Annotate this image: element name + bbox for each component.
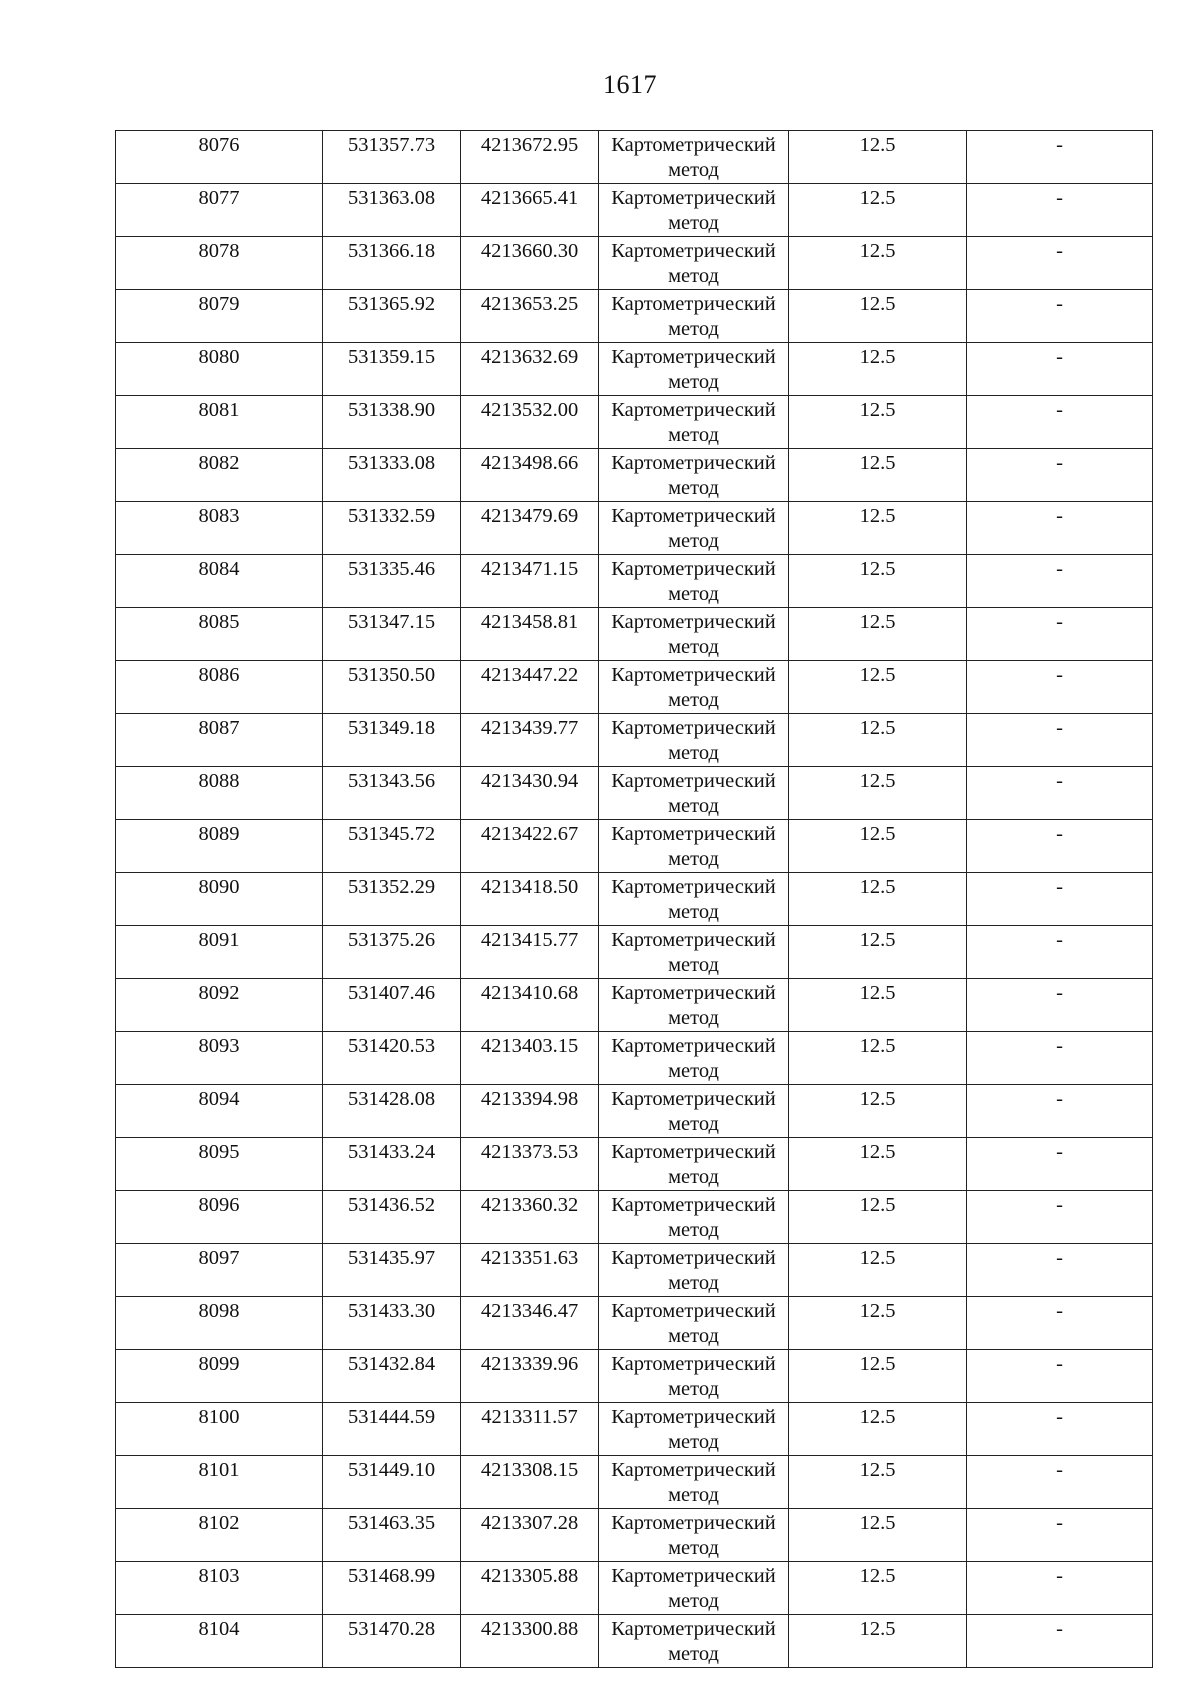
accuracy-cell: 12.5 (789, 131, 967, 184)
point-number-cell: 8077 (116, 184, 323, 237)
note-cell: - (967, 1244, 1153, 1297)
method-line-2: метод (668, 1219, 719, 1241)
y-coordinate-cell: 4213653.25 (461, 290, 599, 343)
point-number-cell: 8100 (116, 1403, 323, 1456)
table-row (116, 1403, 1153, 1456)
y-coordinate-cell: 4213660.30 (461, 237, 599, 290)
note-cell: - (967, 714, 1153, 767)
x-coordinate-cell: 531335.46 (323, 555, 461, 608)
x-coordinate-cell: 531363.08 (323, 184, 461, 237)
x-coordinate-cell: 531468.99 (323, 1562, 461, 1615)
y-coordinate-cell: 4213410.68 (461, 979, 599, 1032)
point-number-cell: 8082 (116, 449, 323, 502)
table-row (116, 449, 1153, 502)
accuracy-cell: 12.5 (789, 184, 967, 237)
method-line-1: Картометрический (611, 1459, 776, 1481)
method-cell (599, 1562, 789, 1615)
x-coordinate-cell: 531352.29 (323, 873, 461, 926)
point-number-cell: 8084 (116, 555, 323, 608)
note-cell: - (967, 237, 1153, 290)
x-coordinate-cell: 531350.50 (323, 661, 461, 714)
point-number-cell: 8098 (116, 1297, 323, 1350)
note-cell: - (967, 1085, 1153, 1138)
method-line-1: Картометрический (611, 876, 776, 898)
note-cell: - (967, 820, 1153, 873)
table-row (116, 184, 1153, 237)
method-line-1: Картометрический (611, 1194, 776, 1216)
x-coordinate-cell: 531343.56 (323, 767, 461, 820)
method-line-1: Картометрический (611, 1512, 776, 1534)
y-coordinate-cell: 4213632.69 (461, 343, 599, 396)
method-line-1: Картометрический (611, 1565, 776, 1587)
method-line-1: Картометрический (611, 1353, 776, 1375)
accuracy-cell: 12.5 (789, 1456, 967, 1509)
point-number-cell: 8085 (116, 608, 323, 661)
method-cell (599, 396, 789, 449)
method-cell (599, 1297, 789, 1350)
x-coordinate-cell: 531433.24 (323, 1138, 461, 1191)
table-row (116, 343, 1153, 396)
y-coordinate-cell: 4213430.94 (461, 767, 599, 820)
table-row (116, 237, 1153, 290)
method-line-1: Картометрический (611, 187, 776, 209)
method-line-2: метод (668, 795, 719, 817)
method-line-1: Картометрический (611, 1300, 776, 1322)
point-number-cell: 8076 (116, 131, 323, 184)
note-cell: - (967, 1191, 1153, 1244)
method-line-1: Картометрический (611, 1247, 776, 1269)
method-line-2: метод (668, 901, 719, 923)
method-cell (599, 555, 789, 608)
accuracy-cell: 12.5 (789, 343, 967, 396)
method-cell (599, 1350, 789, 1403)
y-coordinate-cell: 4213447.22 (461, 661, 599, 714)
table-row (116, 979, 1153, 1032)
x-coordinate-cell: 531357.73 (323, 131, 461, 184)
accuracy-cell: 12.5 (789, 1085, 967, 1138)
x-coordinate-cell: 531428.08 (323, 1085, 461, 1138)
note-cell: - (967, 396, 1153, 449)
table-row (116, 661, 1153, 714)
method-line-2: метод (668, 318, 719, 340)
note-cell: - (967, 1456, 1153, 1509)
y-coordinate-cell: 4213439.77 (461, 714, 599, 767)
accuracy-cell: 12.5 (789, 820, 967, 873)
x-coordinate-cell: 531433.30 (323, 1297, 461, 1350)
y-coordinate-cell: 4213498.66 (461, 449, 599, 502)
note-cell: - (967, 1509, 1153, 1562)
method-cell (599, 767, 789, 820)
method-line-2: метод (668, 1007, 719, 1029)
y-coordinate-cell: 4213305.88 (461, 1562, 599, 1615)
method-cell (599, 449, 789, 502)
point-number-cell: 8095 (116, 1138, 323, 1191)
y-coordinate-cell: 4213308.15 (461, 1456, 599, 1509)
method-line-2: метод (668, 636, 719, 658)
point-number-cell: 8096 (116, 1191, 323, 1244)
table-row (116, 926, 1153, 979)
method-cell (599, 661, 789, 714)
method-cell (599, 502, 789, 555)
note-cell: - (967, 926, 1153, 979)
accuracy-cell: 12.5 (789, 661, 967, 714)
note-cell: - (967, 661, 1153, 714)
note-cell: - (967, 1297, 1153, 1350)
accuracy-cell: 12.5 (789, 608, 967, 661)
point-number-cell: 8093 (116, 1032, 323, 1085)
y-coordinate-cell: 4213307.28 (461, 1509, 599, 1562)
table-row (116, 131, 1153, 184)
point-number-cell: 8091 (116, 926, 323, 979)
method-line-1: Картометрический (611, 1618, 776, 1640)
method-line-2: метод (668, 954, 719, 976)
note-cell: - (967, 555, 1153, 608)
y-coordinate-cell: 4213360.32 (461, 1191, 599, 1244)
method-cell (599, 1615, 789, 1668)
method-cell (599, 1032, 789, 1085)
accuracy-cell: 12.5 (789, 502, 967, 555)
table-row (116, 1456, 1153, 1509)
coordinates-table (115, 130, 1153, 1668)
method-cell (599, 290, 789, 343)
point-number-cell: 8092 (116, 979, 323, 1032)
note-cell: - (967, 608, 1153, 661)
table-row (116, 1615, 1153, 1668)
accuracy-cell: 12.5 (789, 1297, 967, 1350)
point-number-cell: 8103 (116, 1562, 323, 1615)
y-coordinate-cell: 4213458.81 (461, 608, 599, 661)
method-line-1: Картометрический (611, 1088, 776, 1110)
x-coordinate-cell: 531332.59 (323, 502, 461, 555)
page-number: 1617 (603, 70, 657, 99)
method-line-2: метод (668, 212, 719, 234)
method-line-2: метод (668, 1484, 719, 1506)
method-line-1: Картометрический (611, 1406, 776, 1428)
method-line-2: метод (668, 1113, 719, 1135)
point-number-cell: 8081 (116, 396, 323, 449)
x-coordinate-cell: 531359.15 (323, 343, 461, 396)
accuracy-cell: 12.5 (789, 1191, 967, 1244)
method-line-2: метод (668, 1431, 719, 1453)
x-coordinate-cell: 531463.35 (323, 1509, 461, 1562)
y-coordinate-cell: 4213311.57 (461, 1403, 599, 1456)
point-number-cell: 8078 (116, 237, 323, 290)
table-row (116, 1350, 1153, 1403)
y-coordinate-cell: 4213532.00 (461, 396, 599, 449)
y-coordinate-cell: 4213346.47 (461, 1297, 599, 1350)
method-cell (599, 1403, 789, 1456)
method-cell (599, 131, 789, 184)
method-cell (599, 1138, 789, 1191)
table-row (116, 396, 1153, 449)
method-line-1: Картометрический (611, 346, 776, 368)
accuracy-cell: 12.5 (789, 1350, 967, 1403)
note-cell: - (967, 979, 1153, 1032)
method-line-1: Картометрический (611, 717, 776, 739)
x-coordinate-cell: 531407.46 (323, 979, 461, 1032)
x-coordinate-cell: 531375.26 (323, 926, 461, 979)
point-number-cell: 8079 (116, 290, 323, 343)
note-cell: - (967, 343, 1153, 396)
method-cell (599, 343, 789, 396)
method-line-2: метод (668, 1166, 719, 1188)
method-line-2: метод (668, 742, 719, 764)
method-line-1: Картометрический (611, 293, 776, 315)
method-line-1: Картометрический (611, 505, 776, 527)
table-row (116, 714, 1153, 767)
x-coordinate-cell: 531436.52 (323, 1191, 461, 1244)
method-line-2: метод (668, 1537, 719, 1559)
method-line-1: Картометрический (611, 558, 776, 580)
x-coordinate-cell: 531345.72 (323, 820, 461, 873)
y-coordinate-cell: 4213339.96 (461, 1350, 599, 1403)
x-coordinate-cell: 531432.84 (323, 1350, 461, 1403)
method-line-2: метод (668, 424, 719, 446)
method-line-2: метод (668, 848, 719, 870)
y-coordinate-cell: 4213351.63 (461, 1244, 599, 1297)
method-line-2: метод (668, 530, 719, 552)
method-cell (599, 926, 789, 979)
point-number-cell: 8086 (116, 661, 323, 714)
accuracy-cell: 12.5 (789, 926, 967, 979)
method-line-1: Картометрический (611, 611, 776, 633)
x-coordinate-cell: 531470.28 (323, 1615, 461, 1668)
point-number-cell: 8102 (116, 1509, 323, 1562)
note-cell: - (967, 131, 1153, 184)
note-cell: - (967, 1562, 1153, 1615)
method-line-1: Картометрический (611, 1141, 776, 1163)
accuracy-cell: 12.5 (789, 449, 967, 502)
note-cell: - (967, 1350, 1153, 1403)
x-coordinate-cell: 531338.90 (323, 396, 461, 449)
method-line-2: метод (668, 1590, 719, 1612)
point-number-cell: 8089 (116, 820, 323, 873)
table-row (116, 1191, 1153, 1244)
table-row (116, 767, 1153, 820)
method-cell (599, 184, 789, 237)
x-coordinate-cell: 531435.97 (323, 1244, 461, 1297)
method-line-2: метод (668, 265, 719, 287)
point-number-cell: 8087 (116, 714, 323, 767)
table-row (116, 1085, 1153, 1138)
note-cell: - (967, 1615, 1153, 1668)
accuracy-cell: 12.5 (789, 1244, 967, 1297)
y-coordinate-cell: 4213415.77 (461, 926, 599, 979)
note-cell: - (967, 449, 1153, 502)
method-line-2: метод (668, 583, 719, 605)
y-coordinate-cell: 4213479.69 (461, 502, 599, 555)
method-cell (599, 1509, 789, 1562)
table-row (116, 1244, 1153, 1297)
note-cell: - (967, 184, 1153, 237)
point-number-cell: 8101 (116, 1456, 323, 1509)
method-line-2: метод (668, 159, 719, 181)
y-coordinate-cell: 4213672.95 (461, 131, 599, 184)
method-cell (599, 820, 789, 873)
table-body (116, 131, 1153, 1668)
y-coordinate-cell: 4213422.67 (461, 820, 599, 873)
accuracy-cell: 12.5 (789, 1562, 967, 1615)
table-row (116, 1032, 1153, 1085)
point-number-cell: 8094 (116, 1085, 323, 1138)
method-line-1: Картометрический (611, 770, 776, 792)
point-number-cell: 8104 (116, 1615, 323, 1668)
note-cell: - (967, 502, 1153, 555)
point-number-cell: 8090 (116, 873, 323, 926)
y-coordinate-cell: 4213471.15 (461, 555, 599, 608)
table-row (116, 608, 1153, 661)
x-coordinate-cell: 531349.18 (323, 714, 461, 767)
note-cell: - (967, 1138, 1153, 1191)
method-cell (599, 1456, 789, 1509)
method-line-1: Картометрический (611, 823, 776, 845)
method-cell (599, 1191, 789, 1244)
method-line-1: Картометрический (611, 452, 776, 474)
x-coordinate-cell: 531347.15 (323, 608, 461, 661)
accuracy-cell: 12.5 (789, 1615, 967, 1668)
method-line-1: Картометрический (611, 134, 776, 156)
x-coordinate-cell: 531449.10 (323, 1456, 461, 1509)
y-coordinate-cell: 4213665.41 (461, 184, 599, 237)
method-line-2: метод (668, 689, 719, 711)
table-row (116, 1138, 1153, 1191)
x-coordinate-cell: 531444.59 (323, 1403, 461, 1456)
method-cell (599, 873, 789, 926)
method-cell (599, 1244, 789, 1297)
accuracy-cell: 12.5 (789, 1403, 967, 1456)
table-row (116, 873, 1153, 926)
method-cell (599, 237, 789, 290)
point-number-cell: 8088 (116, 767, 323, 820)
method-line-2: метод (668, 1060, 719, 1082)
method-cell (599, 714, 789, 767)
method-line-2: метод (668, 1378, 719, 1400)
point-number-cell: 8083 (116, 502, 323, 555)
note-cell: - (967, 1032, 1153, 1085)
y-coordinate-cell: 4213394.98 (461, 1085, 599, 1138)
method-line-1: Картометрический (611, 1035, 776, 1057)
accuracy-cell: 12.5 (789, 767, 967, 820)
table-row (116, 1509, 1153, 1562)
method-line-2: метод (668, 1272, 719, 1294)
accuracy-cell: 12.5 (789, 1509, 967, 1562)
x-coordinate-cell: 531366.18 (323, 237, 461, 290)
point-number-cell: 8099 (116, 1350, 323, 1403)
table-row (116, 1562, 1153, 1615)
note-cell: - (967, 873, 1153, 926)
method-line-1: Картометрический (611, 982, 776, 1004)
accuracy-cell: 12.5 (789, 979, 967, 1032)
accuracy-cell: 12.5 (789, 714, 967, 767)
x-coordinate-cell: 531365.92 (323, 290, 461, 343)
method-line-2: метод (668, 371, 719, 393)
note-cell: - (967, 767, 1153, 820)
y-coordinate-cell: 4213300.88 (461, 1615, 599, 1668)
y-coordinate-cell: 4213403.15 (461, 1032, 599, 1085)
y-coordinate-cell: 4213418.50 (461, 873, 599, 926)
method-line-2: метод (668, 1325, 719, 1347)
method-line-2: метод (668, 1643, 719, 1665)
table-row (116, 555, 1153, 608)
table-row (116, 290, 1153, 343)
x-coordinate-cell: 531420.53 (323, 1032, 461, 1085)
table-row (116, 1297, 1153, 1350)
accuracy-cell: 12.5 (789, 237, 967, 290)
method-line-1: Картометрический (611, 929, 776, 951)
method-cell (599, 979, 789, 1032)
method-line-1: Картометрический (611, 240, 776, 262)
accuracy-cell: 12.5 (789, 873, 967, 926)
point-number-cell: 8080 (116, 343, 323, 396)
method-line-1: Картометрический (611, 664, 776, 686)
point-number-cell: 8097 (116, 1244, 323, 1297)
method-cell (599, 1085, 789, 1138)
x-coordinate-cell: 531333.08 (323, 449, 461, 502)
note-cell: - (967, 290, 1153, 343)
accuracy-cell: 12.5 (789, 555, 967, 608)
method-line-1: Картометрический (611, 399, 776, 421)
accuracy-cell: 12.5 (789, 396, 967, 449)
accuracy-cell: 12.5 (789, 1032, 967, 1085)
method-line-2: метод (668, 477, 719, 499)
table-row (116, 820, 1153, 873)
y-coordinate-cell: 4213373.53 (461, 1138, 599, 1191)
note-cell: - (967, 1403, 1153, 1456)
accuracy-cell: 12.5 (789, 290, 967, 343)
accuracy-cell: 12.5 (789, 1138, 967, 1191)
table-row (116, 502, 1153, 555)
method-cell (599, 608, 789, 661)
